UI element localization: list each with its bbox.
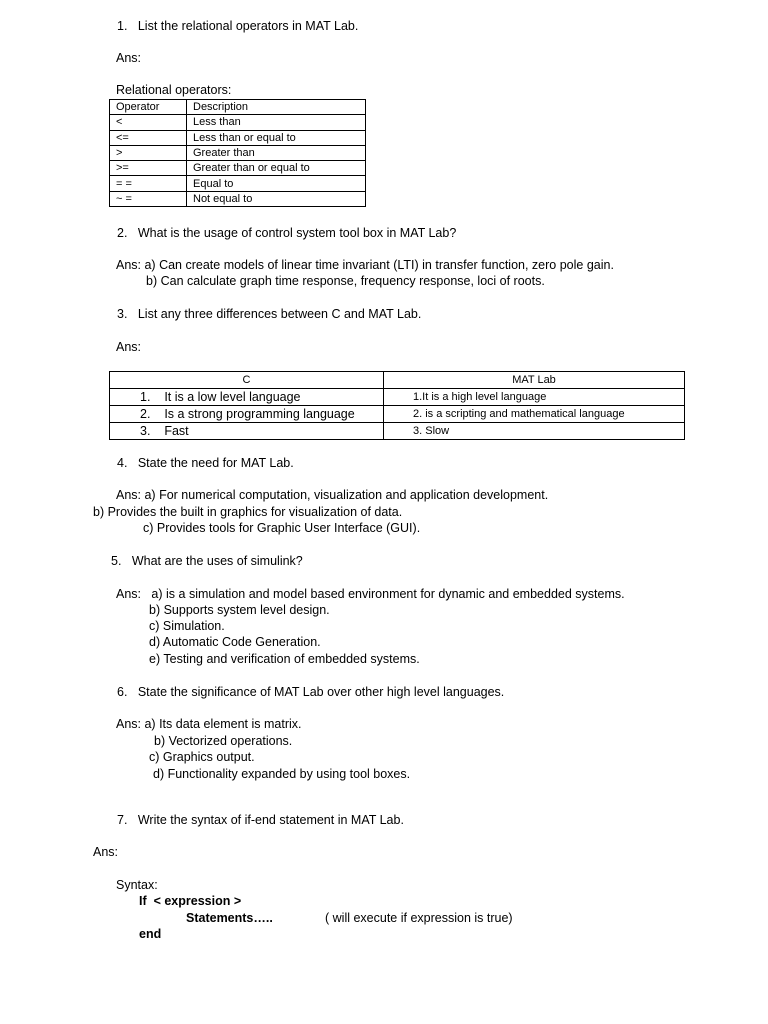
description-cell: Greater than or equal to — [187, 161, 366, 176]
syntax-if-line: If < expression > — [139, 894, 242, 908]
q6-question: 6. State the significance of MAT Lab over other high level languages. — [117, 685, 505, 699]
q1-table-title: Relational operators: — [116, 83, 232, 97]
syntax-end-line: end — [139, 927, 162, 941]
header-c: C — [110, 372, 384, 389]
q7-question: 7. Write the syntax of if-end statement in MAT Lab. — [117, 813, 404, 827]
operator-cell: <= — [110, 130, 187, 145]
q5-answer-d: d) Automatic Code Generation. — [149, 635, 321, 649]
operator-cell: > — [110, 145, 187, 160]
q5-question: 5. What are the uses of simulink? — [111, 554, 303, 568]
relational-operators-table — [109, 99, 366, 207]
table-row — [110, 161, 366, 176]
table-row — [110, 130, 366, 145]
q1-question: 1. List the relational operators in MAT Lab. — [117, 19, 359, 33]
q4-answer-a: Ans: a) For numerical computation, visualization and application development. — [116, 488, 549, 502]
q1-ans: Ans: — [116, 51, 142, 65]
description-cell: Equal to — [187, 176, 366, 191]
table-row — [110, 176, 366, 191]
c-cell: 1. It is a low level language — [110, 389, 384, 406]
c-cell: 2. Is a strong programming language — [110, 406, 384, 423]
matlab-cell: 3. Slow — [384, 423, 685, 440]
table-header-row — [110, 100, 366, 115]
table-row — [110, 406, 685, 423]
q4-answer-b: b) Provides the built in graphics for visualization of data. — [93, 505, 403, 519]
table-row — [110, 191, 366, 206]
q7-ans: Ans: — [93, 845, 119, 859]
syntax-comment: ( will execute if expression is true) — [325, 911, 513, 925]
q6-answer-c: c) Graphics output. — [149, 750, 255, 764]
description-cell: Not equal to — [187, 191, 366, 206]
table-row — [110, 115, 366, 130]
q6-answer-a: Ans: a) Its data element is matrix. — [116, 717, 302, 731]
c-vs-matlab-table — [109, 371, 685, 440]
q5-answer-a: Ans: a) is a simulation and model based environment for dynamic and embedded systems. — [116, 587, 625, 601]
matlab-cell: 2. is a scripting and mathematical language — [384, 406, 685, 423]
q5-answer-c: c) Simulation. — [149, 619, 225, 633]
operator-cell: < — [110, 115, 187, 130]
q2-answer-b: b) Can calculate graph time response, frequency response, loci of roots. — [146, 274, 545, 288]
q2-answer-a: Ans: a) Can create models of linear time invariant (LTI) in transfer function, zero pole gain. — [116, 258, 614, 272]
q5-answer-e: e) Testing and verification of embedded systems. — [149, 652, 420, 666]
table-row — [110, 389, 685, 406]
operator-cell: >= — [110, 161, 187, 176]
q6-answer-d: d) Functionality expanded by using tool boxes. — [153, 767, 411, 781]
header-operator: Operator — [110, 100, 187, 115]
q3-ans: Ans: — [116, 340, 142, 354]
header-matlab: MAT Lab — [384, 372, 685, 389]
q2-question: 2. What is the usage of control system tool box in MAT Lab? — [117, 226, 457, 240]
operator-cell: = = — [110, 176, 187, 191]
syntax-label: Syntax: — [116, 878, 158, 892]
q5-answer-b: b) Supports system level design. — [149, 603, 330, 617]
description-cell: Less than or equal to — [187, 130, 366, 145]
q3-question: 3. List any three differences between C and MAT Lab. — [117, 307, 422, 321]
operator-cell: ~ = — [110, 191, 187, 206]
table-header-row — [110, 372, 685, 389]
table-row — [110, 145, 366, 160]
description-cell: Less than — [187, 115, 366, 130]
header-description: Description — [187, 100, 366, 115]
q4-answer-c: c) Provides tools for Graphic User Interface (GUI). — [143, 521, 421, 535]
q6-answer-b: b) Vectorized operations. — [154, 734, 293, 748]
q4-question: 4. State the need for MAT Lab. — [117, 456, 294, 470]
syntax-statements-line: Statements….. — [186, 911, 273, 925]
description-cell: Greater than — [187, 145, 366, 160]
table-row — [110, 423, 685, 440]
c-cell: 3. Fast — [110, 423, 384, 440]
matlab-cell: 1.It is a high level language — [384, 389, 685, 406]
